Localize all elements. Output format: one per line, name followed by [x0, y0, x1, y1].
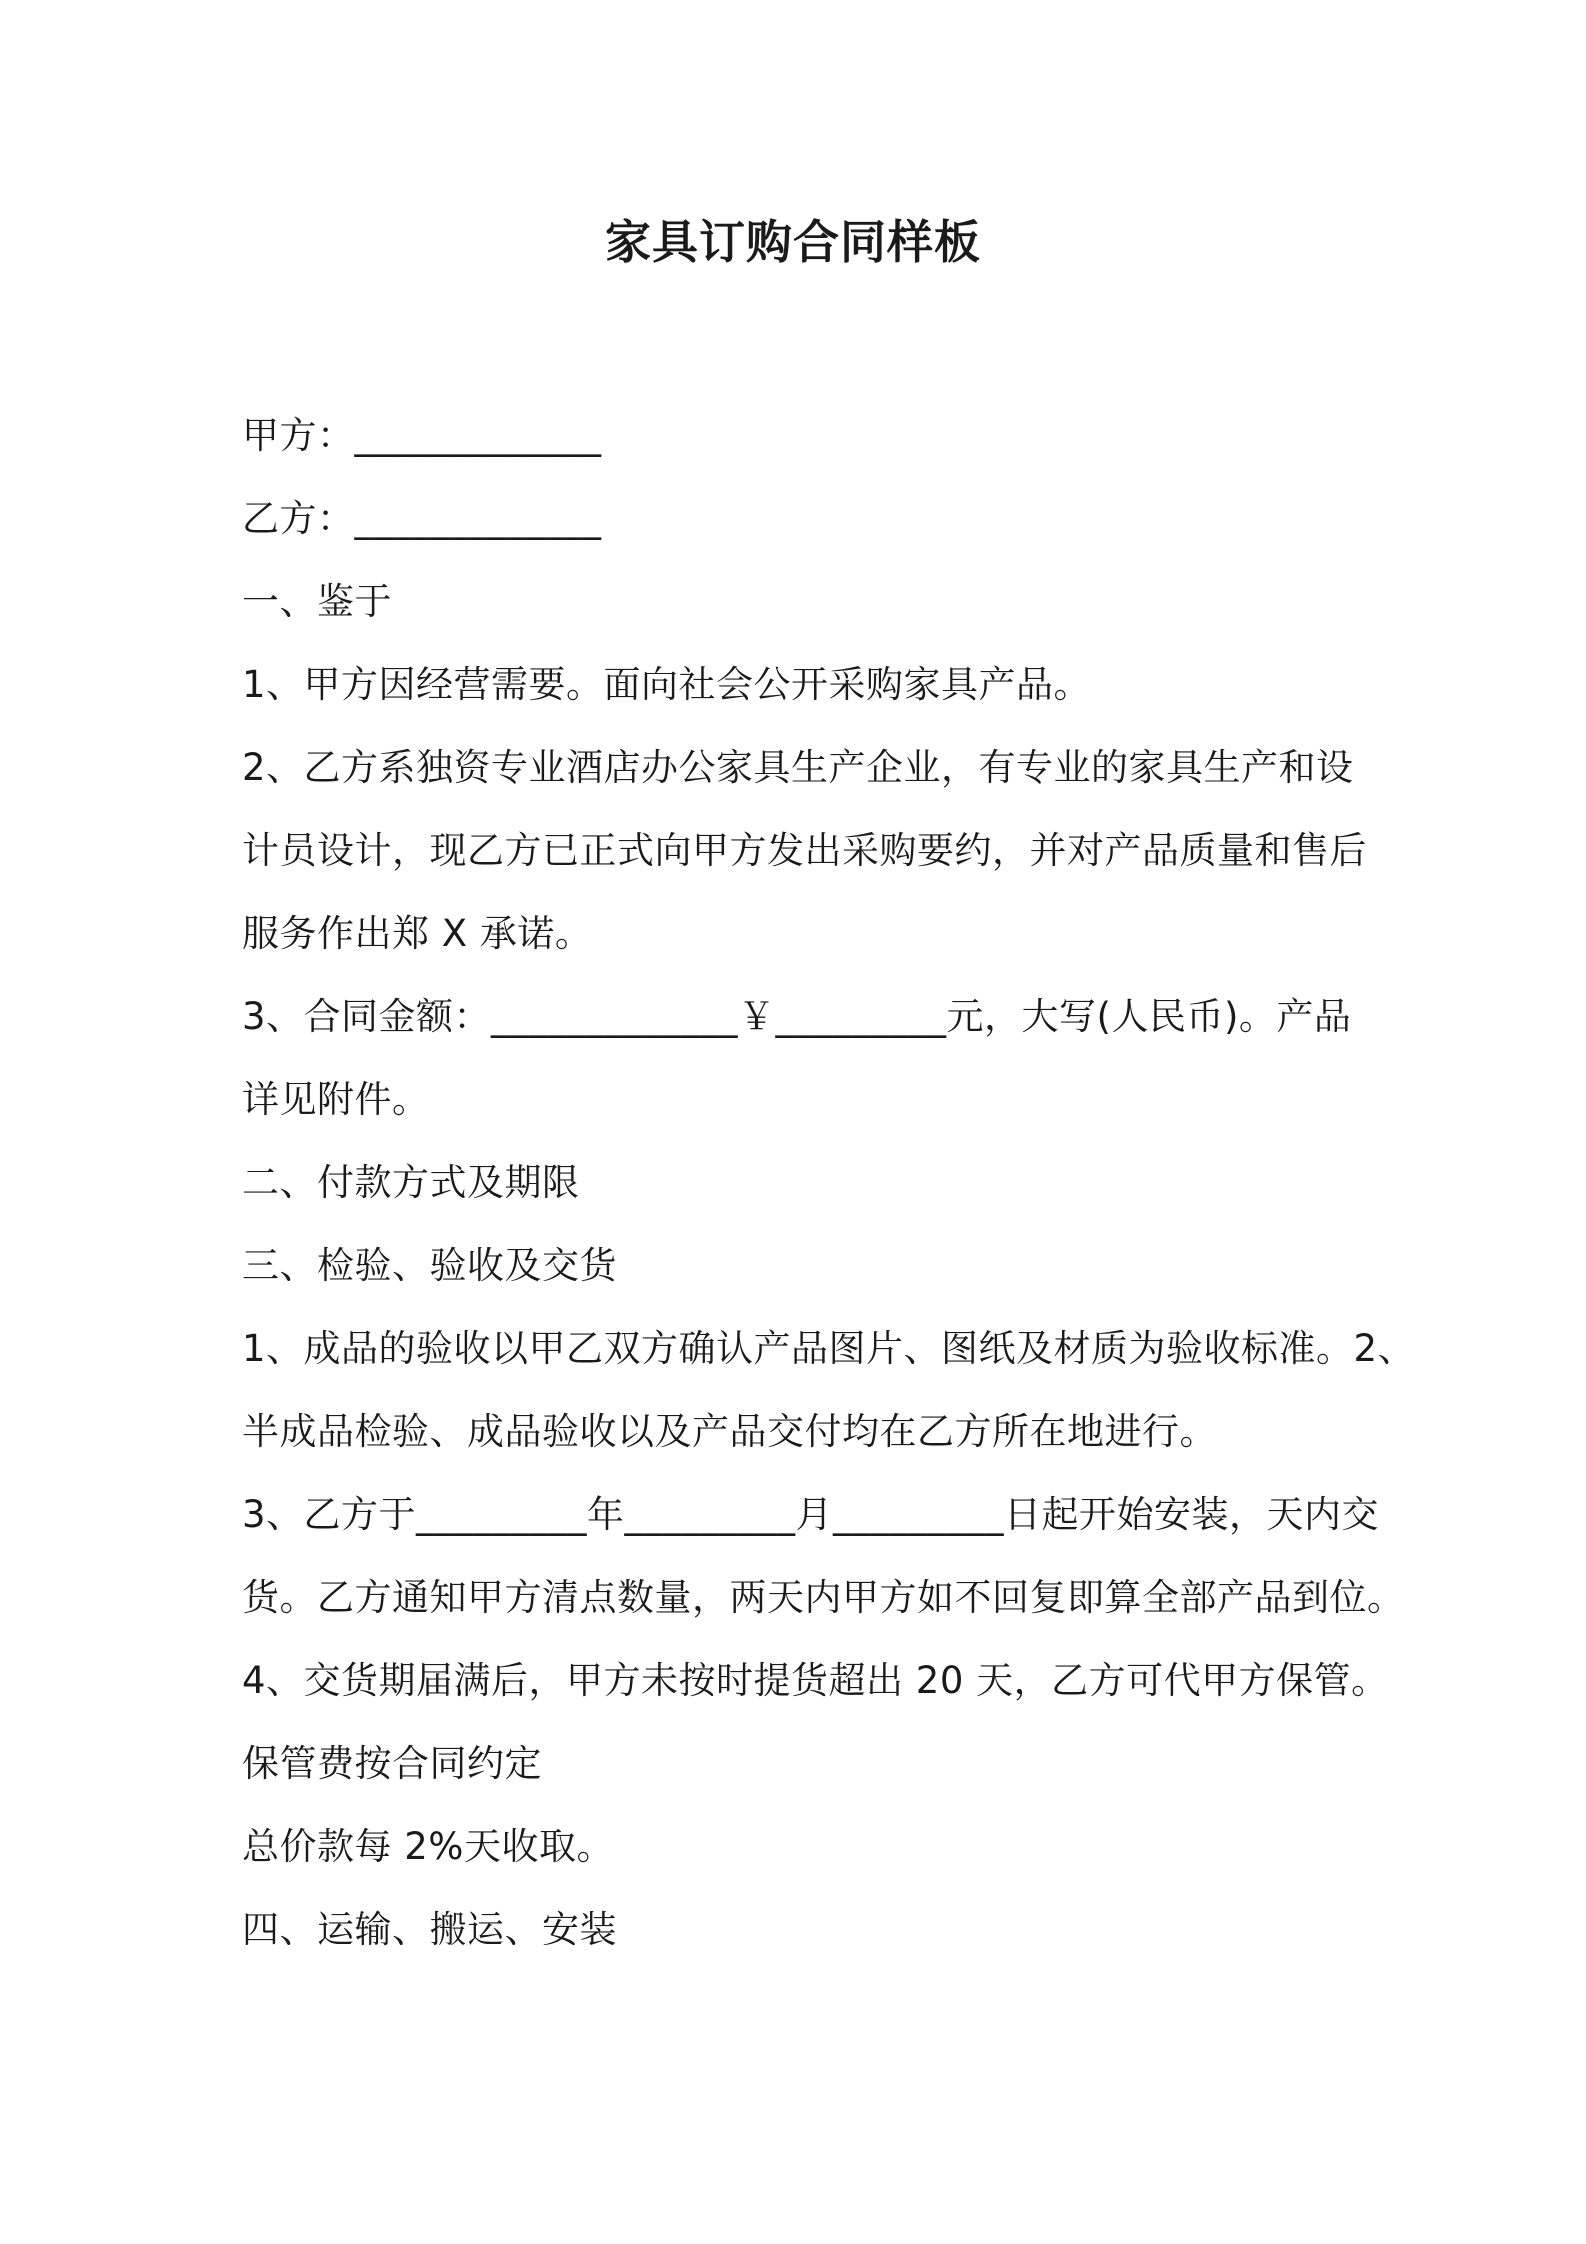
- clause-1-2-line-2: 计员设计，现乙方已正式向甲方发出采购要约，并对产品质量和售后: [242, 829, 1367, 872]
- clause-3-4-line-3: 总价款每 2%天收取。: [242, 1825, 614, 1868]
- party-a-line: 甲方：_____________: [242, 414, 602, 457]
- clause-3-4-line-1: 4、交货期届满后，甲方未按时提货超出 20 天，乙方可代甲方保管。: [242, 1659, 1389, 1702]
- clause-1-1: 1、甲方因经营需要。面向社会公开采购家具产品。: [242, 663, 1092, 706]
- party-b-line: 乙方：_____________: [242, 497, 602, 540]
- clause-1-3-line-1: 3、合同金额：_____________￥_________元，大写(人民币)。产品: [242, 995, 1352, 1038]
- clause-1-2-line-3: 服务作出郑 X 承诺。: [242, 912, 593, 955]
- section-heading-4: 四、运输、搬运、安装: [242, 1908, 617, 1951]
- clause-3-4-line-2: 保管费按合同约定: [242, 1742, 542, 1785]
- clause-3-1-line-2: 半成品检验、成品验收以及产品交付均在乙方所在地进行。: [242, 1410, 1217, 1453]
- clause-3-3-line-2: 货。乙方通知甲方清点数量，两天内甲方如不回复即算全部产品到位。: [242, 1576, 1405, 1619]
- section-heading-3: 三、检验、验收及交货: [242, 1244, 617, 1287]
- section-heading-2: 二、付款方式及期限: [242, 1161, 580, 1204]
- clause-1-3-line-2: 详见附件。: [242, 1078, 430, 1121]
- clause-3-3-line-1: 3、乙方于_________年_________月_________日起开始安装，天内交: [242, 1493, 1380, 1536]
- clause-1-2-line-1: 2、乙方系独资专业酒店办公家具生产企业，有专业的家具生产和设: [242, 746, 1354, 789]
- document-title: 家具订购合同样板: [605, 215, 981, 269]
- section-heading-1: 一、鉴于: [242, 580, 392, 623]
- clause-3-1-line-1: 1、成品的验收以甲乙双方确认产品图片、图纸及材质为验收标准。2、: [242, 1327, 1416, 1370]
